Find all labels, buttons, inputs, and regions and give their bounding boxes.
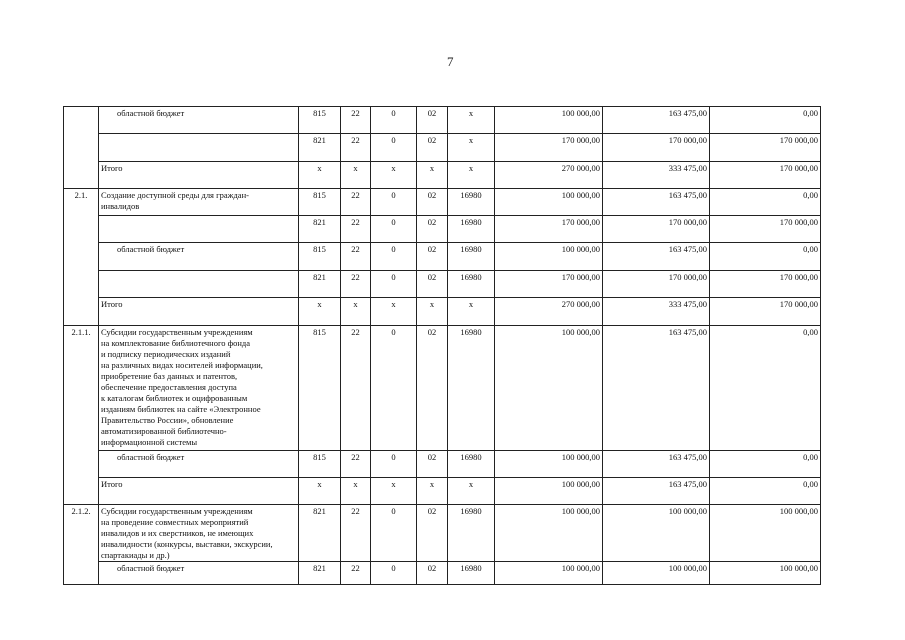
code-22-cell: 22 [341,189,371,216]
value-2020-cell: 170 000,00 [603,134,710,162]
value-2019-cell: 100 000,00 [495,189,603,216]
value-2020-cell: 170 000,00 [603,216,710,243]
table-row [64,243,821,271]
value-2021-cell: 100 000,00 [710,505,821,562]
code-target-cell: х [448,298,495,326]
code-02-cell: 02 [417,107,448,134]
code-22-cell: 22 [341,216,371,243]
row-name: Субсидии государственным учреждениям на комплектование библиотечного фонда и подписку периодических изданий на различных видах носителей информации, приобретение баз данных и патентов, обеспечение предоставления доступа к каталогам библиотек и оцифрованным изданиям библиотек на сайте «Электронное Правительство России», обновление автоматизированной библиотечно- информационной системы [99,326,299,451]
table-row [64,134,821,162]
code-0-cell: 0 [371,451,417,478]
code-815-cell: 821 [299,505,341,562]
value-2019-cell: 100 000,00 [495,243,603,271]
table-row [64,326,821,451]
code-02-cell: 02 [417,562,448,585]
code-target-cell: 16980 [448,505,495,562]
code-815-cell: х [299,162,341,189]
code-0-cell: 0 [371,134,417,162]
value-2019-cell: 170 000,00 [495,134,603,162]
table-row [64,107,821,134]
code-0-cell: 0 [371,107,417,134]
code-22-cell: 22 [341,562,371,585]
value-2020-cell: 163 475,00 [603,326,710,451]
row-index: 2.1.2. [64,505,99,585]
code-target-cell: х [448,134,495,162]
row-name [99,216,299,243]
code-815-cell: 815 [299,107,341,134]
value-2021-cell: 0,00 [710,189,821,216]
code-815-cell: х [299,478,341,505]
code-02-cell: 02 [417,271,448,298]
code-22-cell: 22 [341,107,371,134]
code-0-cell: х [371,162,417,189]
value-2020-cell: 333 475,00 [603,162,710,189]
value-2021-cell: 170 000,00 [710,298,821,326]
value-2021-cell: 0,00 [710,107,821,134]
code-815-cell: 815 [299,326,341,451]
code-02-cell: х [417,298,448,326]
code-target-cell: 16980 [448,451,495,478]
table-row [64,298,821,326]
code-target-cell: 16980 [448,216,495,243]
code-target-cell: х [448,162,495,189]
code-815-cell: 815 [299,243,341,271]
value-2021-cell: 170 000,00 [710,271,821,298]
value-2020-cell: 170 000,00 [603,271,710,298]
value-2019-cell: 270 000,00 [495,298,603,326]
row-index: 2.1. [64,189,99,326]
code-22-cell: х [341,162,371,189]
value-2019-cell: 100 000,00 [495,326,603,451]
code-22-cell: 22 [341,271,371,298]
code-0-cell: 0 [371,562,417,585]
code-target-cell: 16980 [448,562,495,585]
value-2021-cell: 0,00 [710,451,821,478]
row-name: областной бюджет [99,451,299,478]
value-2019-cell: 270 000,00 [495,162,603,189]
table-row [64,189,821,216]
code-02-cell: 02 [417,505,448,562]
row-name: Итого [99,162,299,189]
code-target-cell: х [448,107,495,134]
code-0-cell: 0 [371,326,417,451]
code-815-cell: 821 [299,216,341,243]
value-2020-cell: 163 475,00 [603,189,710,216]
code-target-cell: 16980 [448,189,495,216]
row-name [99,271,299,298]
row-name: Итого [99,478,299,505]
table-row [64,271,821,298]
row-name: Итого [99,298,299,326]
code-815-cell: х [299,298,341,326]
value-2021-cell: 170 000,00 [710,134,821,162]
code-02-cell: х [417,478,448,505]
table-body [64,107,821,585]
table-row [64,451,821,478]
value-2020-cell: 100 000,00 [603,562,710,585]
code-target-cell: 16980 [448,271,495,298]
row-name: областной бюджет [99,243,299,271]
code-02-cell: 02 [417,243,448,271]
value-2021-cell: 170 000,00 [710,216,821,243]
value-2019-cell: 170 000,00 [495,216,603,243]
code-0-cell: 0 [371,505,417,562]
value-2019-cell: 100 000,00 [495,107,603,134]
table-row [64,216,821,243]
code-target-cell: х [448,478,495,505]
code-815-cell: 815 [299,189,341,216]
code-22-cell: х [341,298,371,326]
value-2020-cell: 100 000,00 [603,505,710,562]
value-2020-cell: 163 475,00 [603,243,710,271]
code-0-cell: 0 [371,216,417,243]
code-22-cell: х [341,478,371,505]
code-22-cell: 22 [341,243,371,271]
row-index: 2.1.1. [64,326,99,505]
code-0-cell: 0 [371,189,417,216]
code-0-cell: 0 [371,243,417,271]
code-815-cell: 821 [299,562,341,585]
value-2019-cell: 100 000,00 [495,562,603,585]
value-2019-cell: 170 000,00 [495,271,603,298]
value-2019-cell: 100 000,00 [495,505,603,562]
budget-table [63,106,821,585]
code-815-cell: 815 [299,451,341,478]
value-2021-cell: 170 000,00 [710,162,821,189]
value-2020-cell: 163 475,00 [603,107,710,134]
value-2020-cell: 333 475,00 [603,298,710,326]
value-2021-cell: 0,00 [710,243,821,271]
code-22-cell: 22 [341,326,371,451]
code-02-cell: х [417,162,448,189]
code-815-cell: 821 [299,134,341,162]
table-row [64,478,821,505]
code-02-cell: 02 [417,326,448,451]
row-name: Создание доступной среды для граждан- инвалидов [99,189,299,216]
row-name: Субсидии государственным учреждениям на проведение совместных мероприятий инвалидов и их сверстников, не имеющих инвалидности (конкурсы, выставки, экскурсии, спартакиады и др.) [99,505,299,562]
code-02-cell: 02 [417,189,448,216]
table-row [64,562,821,585]
code-815-cell: 821 [299,271,341,298]
table-row [64,162,821,189]
value-2021-cell: 0,00 [710,478,821,505]
row-name: областной бюджет [99,562,299,585]
table-row [64,505,821,562]
code-22-cell: 22 [341,505,371,562]
code-02-cell: 02 [417,451,448,478]
row-index [64,107,99,189]
code-22-cell: 22 [341,134,371,162]
code-0-cell: х [371,298,417,326]
value-2021-cell: 100 000,00 [710,562,821,585]
code-0-cell: х [371,478,417,505]
code-0-cell: 0 [371,271,417,298]
row-name: областной бюджет [99,107,299,134]
code-02-cell: 02 [417,216,448,243]
value-2021-cell: 0,00 [710,326,821,451]
value-2019-cell: 100 000,00 [495,478,603,505]
code-target-cell: 16980 [448,243,495,271]
value-2019-cell: 100 000,00 [495,451,603,478]
row-name [99,134,299,162]
code-02-cell: 02 [417,134,448,162]
code-target-cell: 16980 [448,326,495,451]
value-2020-cell: 163 475,00 [603,478,710,505]
value-2020-cell: 163 475,00 [603,451,710,478]
code-22-cell: 22 [341,451,371,478]
page-number: 7 [447,54,454,69]
